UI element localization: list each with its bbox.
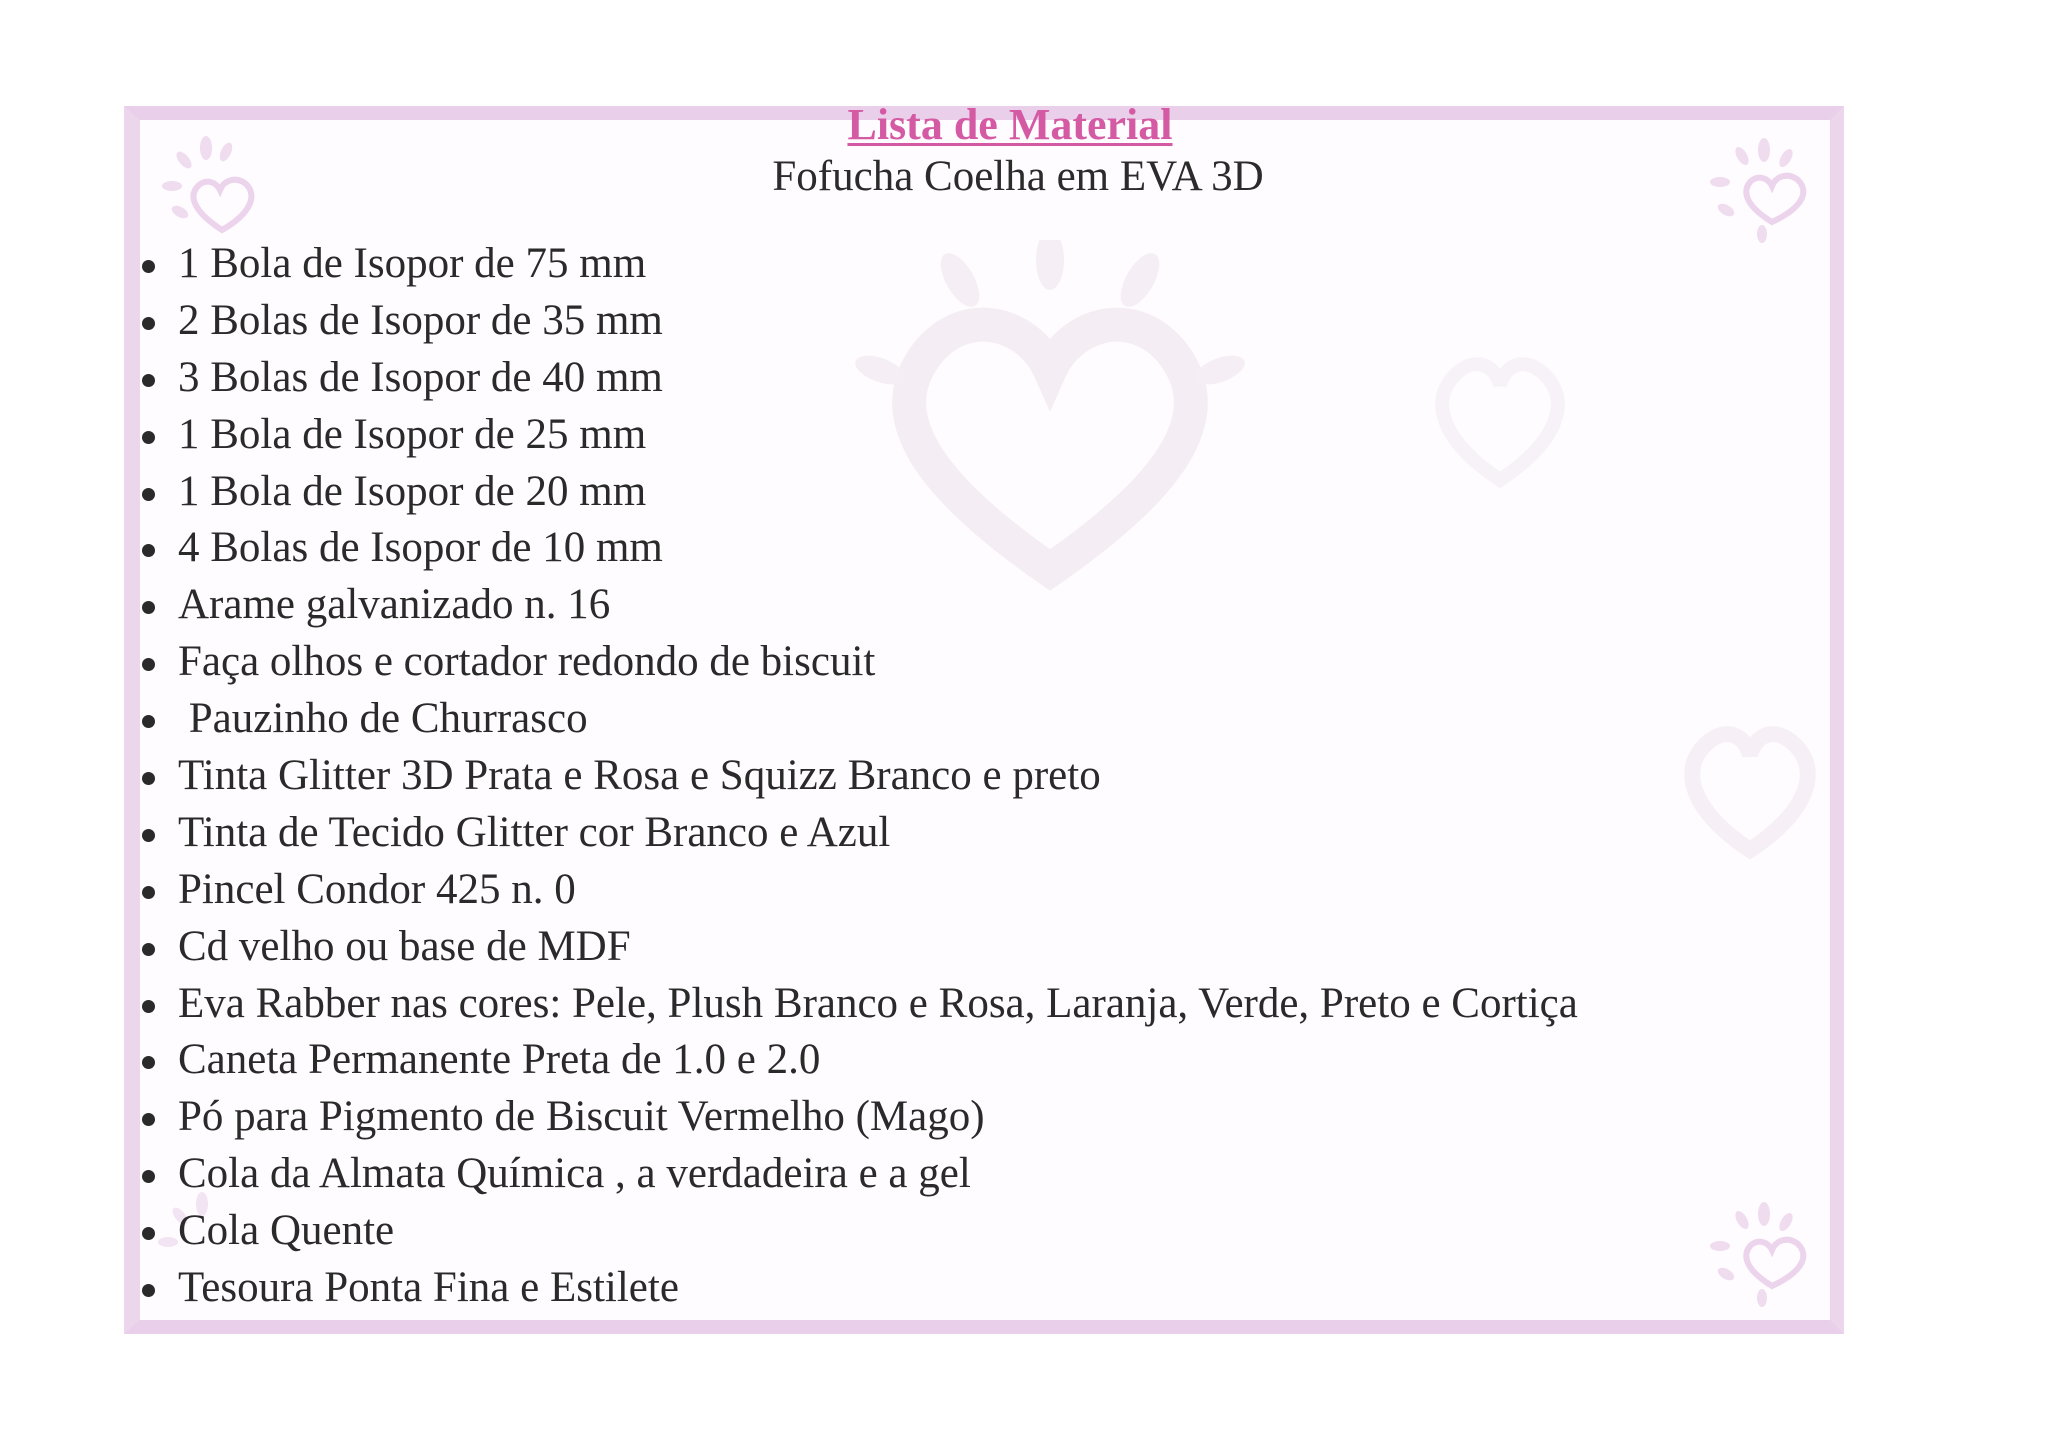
bullet-icon [142, 1227, 155, 1240]
bullet-icon [142, 886, 155, 899]
list-item: Pincel Condor 425 n. 0 [130, 862, 1578, 919]
bullet-icon [142, 658, 155, 671]
list-item: 1 Bola de Isopor de 75 mm [130, 236, 1578, 293]
list-item: Pó para Pigmento de Biscuit Vermelho (Mago) [130, 1089, 1578, 1146]
bullet-icon [142, 943, 155, 956]
list-item: Tesoura Ponta Fina e Estilete [130, 1260, 1578, 1317]
list-item: Tinta de Tecido Glitter cor Branco e Azul [130, 805, 1578, 862]
bullet-icon [142, 1056, 155, 1069]
list-item: 4 Bolas de Isopor de 10 mm [130, 520, 1578, 577]
bullet-icon [142, 431, 155, 444]
bullet-icon [142, 317, 155, 330]
page-subtitle [0, 152, 2048, 202]
list-item: Cola Quente [130, 1203, 1578, 1260]
bullet-icon [142, 772, 155, 785]
bullet-icon [142, 715, 155, 728]
bullet-icon [142, 829, 155, 842]
bullet-icon [142, 544, 155, 557]
bullet-icon [142, 374, 155, 387]
list-item: Caneta Permanente Preta de 1.0 e 2.0 [130, 1032, 1578, 1089]
bullet-icon [142, 1113, 155, 1126]
list-item: Faça olhos e cortador redondo de biscuit [130, 634, 1578, 691]
list-item: Tinta Glitter 3D Prata e Rosa e Squizz Branco e preto [130, 748, 1578, 805]
list-item: 1 Bola de Isopor de 20 mm [130, 464, 1578, 521]
list-item: 2 Bolas de Isopor de 35 mm [130, 293, 1578, 350]
list-item: Pauzinho de Churrasco [130, 691, 1578, 748]
heart-splash-watermark-icon [1660, 680, 1840, 880]
bullet-icon [142, 1170, 155, 1183]
document-header [0, 100, 2048, 150]
material-list [130, 236, 1578, 1317]
list-item: 3 Bolas de Isopor de 40 mm [130, 350, 1578, 407]
list-item: Eva Rabber nas cores: Pele, Plush Branco e Rosa, Laranja, Verde, Preto e Cortiça [130, 976, 1578, 1033]
list-item: 1 Bola de Isopor de 25 mm [130, 407, 1578, 464]
bullet-icon [142, 260, 155, 273]
bullet-icon [142, 1000, 155, 1013]
list-item: Arame galvanizado n. 16 [130, 577, 1578, 634]
page-title: Lista de Material [847, 100, 1173, 149]
subtitle-text: Fofucha Coelha em EVA 3D [772, 153, 1264, 200]
list-item: Cola da Almata Química , a verdadeira e a gel [130, 1146, 1578, 1203]
bullet-icon [142, 1284, 155, 1297]
bullet-icon [142, 601, 155, 614]
list-item: Cd velho ou base de MDF [130, 919, 1578, 976]
heart-sparkle-icon [1702, 1200, 1822, 1310]
bullet-icon [142, 488, 155, 501]
